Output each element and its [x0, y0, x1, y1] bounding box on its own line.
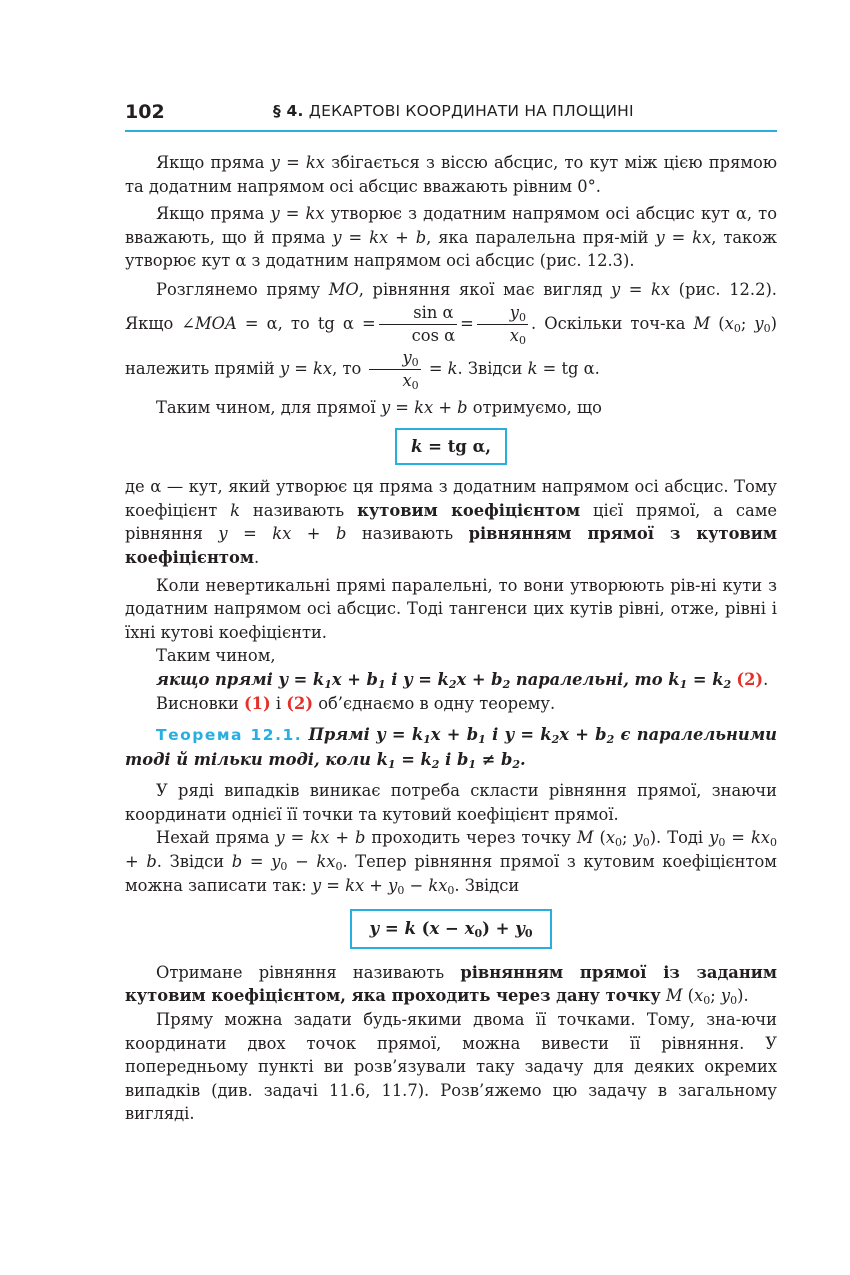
ref-2: (2) — [736, 669, 764, 689]
ref-1: (1) — [243, 693, 271, 713]
paragraph-3: Розглянемо пряму MO, рівняння якої має вигляд y = kx (рис. 12.2). Якщо ∠MOA = α, то tg α = $\frac{\text{sin α}}{\text{cos α}}$ = $\frac{y_0}{x_0}$ . Оскільки точ-ка M ($x_0$; $y_0$) належить прямій y = kx, то $\frac{y_0}{x_0}$ = k. Звідси k = tg α. — [125, 279, 777, 392]
page-header — [125, 99, 777, 132]
paragraph-6: Коли невертикальні прямі паралельні, то вони утворюють рів-ні кути з додатним напрямом осі абсцис. Тоді тангенси цих кутів рівні, отже, рівні і їхні кутові коефіцієнти. — [125, 575, 777, 642]
section-title: § 4. ДЕКАРТОВІ КООРДИНАТИ НА ПЛОЩИНІ — [273, 102, 634, 120]
paragraph-1: Якщо пряма y = kx збігається з віссю абсцис, то кут між цією прямою та додатним напрямом осі абсцис вважають рівним 0°. — [125, 153, 777, 196]
paragraph-11: Нехай пряма y = kx + b проходить через точку M ($x_0$; $y_0$). Тоді $y_0 = kx_0 + b$. Звідси $b = y_0 - kx_0$. Тепер рівняння прямої з кутовим коефіцієнтом можна записати так: y = kx + $y_0 - kx_0$. Звідси — [125, 828, 777, 897]
paragraph-2: Якщо пряма y = kx утворює з додатним напрямом осі абсцис кут α, то вважають, що й пряма y = kx + b, яка паралельна пря-мій y = kx, також утворює кут α з додатним напрямом осі абсцис (рис. 12.3). — [125, 204, 778, 271]
ref-2b: (2) — [286, 693, 314, 713]
fraction-y0-x0: $\frac{y_0}{x_0}$ — [477, 302, 528, 347]
paragraph-9: Висновки (1) і (2) об’єднаємо в одну теорему. — [156, 693, 556, 713]
paragraph-4: Таким чином, для прямої y = kx + b отримуємо, що — [156, 397, 602, 417]
page-number: 102 — [125, 101, 165, 123]
fraction-sin-cos: $\frac{\text{sin α}}{\text{cos α}}$ — [379, 302, 457, 347]
paragraph-5: де α — кут, який утворює ця пряма з додатним напрямом осі абсцис. Тому коефіцієнт k називають кутовим коефіцієнтом цієї прямої, а саме рівняння y = kx + b називають рівнянням прямої з кутовим коефіцієнтом. — [125, 477, 777, 567]
paragraph-7: Таким чином, — [156, 646, 276, 666]
formula-box-k-tg: k = tg α, — [125, 428, 777, 466]
theorem-12-1: Теорема 12.1. Прямі $y = k_1x + b_1$ і $y = k_2x + b_2$ є паралельними тоді й тільки тоді, коли $k_1 = k_2$ і $b_1 \ne b_2$. — [125, 725, 778, 771]
formula-box-point-slope: y = k $(x - x_0) + y_0$ — [125, 909, 777, 949]
fraction-y0-x0-second: $\frac{y_0}{x_0}$ — [369, 347, 420, 392]
paragraph-10: У ряді випадків виникає потреба скласти рівняння прямої, знаючи координати однієї її точки та кутовий коефіцієнт прямої. — [125, 781, 777, 824]
paragraph-8-conclusion: якщо прямі $y = k_1x + b_1$ і $y = k_2x + b_2$ паралельні, то $k_1 = k_2$ (2). — [156, 669, 769, 691]
theorem-label: Теорема 12.1. — [156, 726, 303, 745]
paragraph-13: Пряму можна задати будь-якими двома її точками. Тому, зна-ючи координати двох точок прямої, можна вивести її рівняння. У попередньому пункті ви розв’язували таку задачу для деяких окремих випадків (див. задачі 11.6, 11.7). Розв’яжемо цю задачу в загальному вигляді. — [125, 1010, 777, 1124]
paragraph-12: Отримане рівняння називають рівнянням прямої із заданим кутовим коефіцієнтом, яка проходить через дану точку M ($x_0$; $y_0$). — [125, 962, 777, 1008]
page-content — [125, 151, 777, 1126]
